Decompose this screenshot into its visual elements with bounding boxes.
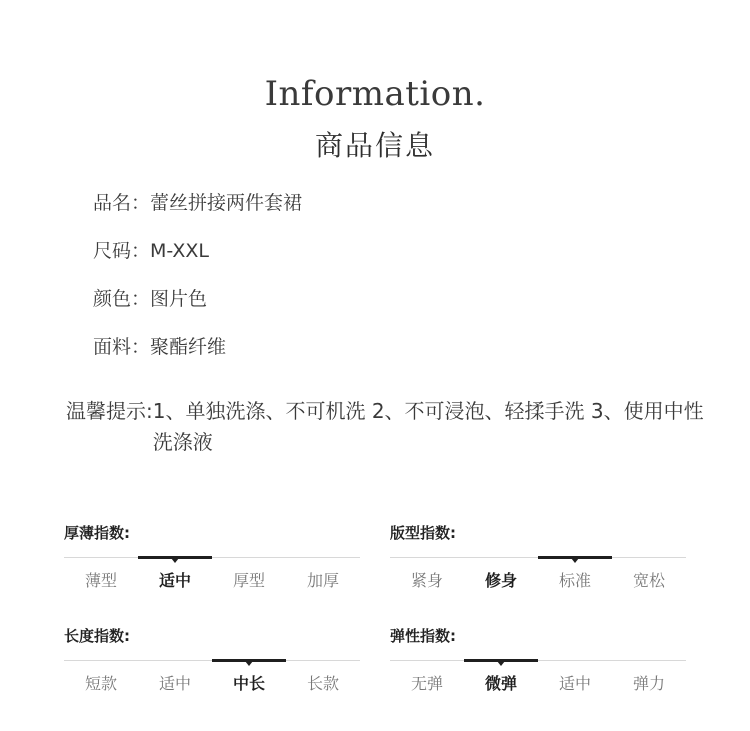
index-option: 弹力 bbox=[632, 674, 665, 693]
index-track bbox=[64, 660, 360, 661]
info-row-color bbox=[93, 284, 207, 311]
index-option: 无弹 bbox=[410, 674, 443, 693]
info-label: 尺码： bbox=[93, 240, 151, 262]
info-label: 颜色： bbox=[93, 288, 151, 310]
info-value: M-XXL bbox=[150, 240, 209, 262]
care-tip-label: 温馨提示: bbox=[66, 399, 153, 423]
title-chinese: 商品信息 bbox=[314, 129, 435, 162]
info-value: 聚酯纤维 bbox=[150, 336, 227, 358]
title-english: Information. bbox=[264, 74, 486, 114]
care-tip-text: 1、单独洗涤、不可机洗 2、不可浸泡、轻揉手洗 3、使用中性洗涤液 bbox=[152, 399, 704, 454]
index-selected-marker bbox=[138, 556, 212, 559]
info-row-fabric bbox=[93, 332, 226, 359]
index-selected-marker bbox=[538, 556, 612, 559]
index-label: 版型指数: bbox=[390, 524, 456, 542]
index-option-selected: 微弹 bbox=[484, 674, 517, 693]
index-option: 长款 bbox=[306, 674, 339, 693]
index-length bbox=[64, 625, 360, 694]
index-option: 标准 bbox=[558, 571, 591, 590]
info-value: 蕾丝拼接两件套裙 bbox=[150, 192, 303, 214]
index-selected-marker bbox=[212, 659, 286, 662]
index-option: 适中 bbox=[558, 674, 591, 693]
index-track bbox=[390, 660, 686, 661]
index-label: 弹性指数: bbox=[390, 627, 456, 645]
index-elasticity bbox=[390, 625, 686, 694]
index-option-selected: 中长 bbox=[232, 674, 265, 693]
index-option-selected: 适中 bbox=[158, 571, 191, 590]
marker-triangle-icon bbox=[245, 661, 253, 666]
marker-triangle-icon bbox=[497, 661, 505, 666]
index-track bbox=[64, 557, 360, 558]
care-tip bbox=[66, 396, 706, 458]
index-track bbox=[390, 557, 686, 558]
index-fit bbox=[390, 522, 686, 591]
index-option: 适中 bbox=[158, 674, 191, 693]
index-selected-marker bbox=[464, 659, 538, 662]
marker-triangle-icon bbox=[171, 558, 179, 563]
index-option: 宽松 bbox=[632, 571, 665, 590]
index-option-selected: 修身 bbox=[484, 571, 517, 590]
info-value: 图片色 bbox=[150, 288, 208, 310]
index-option: 加厚 bbox=[306, 571, 339, 590]
index-option: 厚型 bbox=[232, 571, 265, 590]
index-option: 薄型 bbox=[84, 571, 117, 590]
info-row-name bbox=[93, 188, 302, 215]
info-label: 品名： bbox=[93, 192, 151, 214]
index-label: 厚薄指数: bbox=[64, 524, 130, 542]
index-option: 短款 bbox=[84, 674, 117, 693]
info-row-size bbox=[93, 236, 209, 263]
marker-triangle-icon bbox=[571, 558, 579, 563]
index-label: 长度指数: bbox=[64, 627, 130, 645]
info-label: 面料： bbox=[93, 336, 151, 358]
index-thickness bbox=[64, 522, 360, 591]
index-option: 紧身 bbox=[410, 571, 443, 590]
